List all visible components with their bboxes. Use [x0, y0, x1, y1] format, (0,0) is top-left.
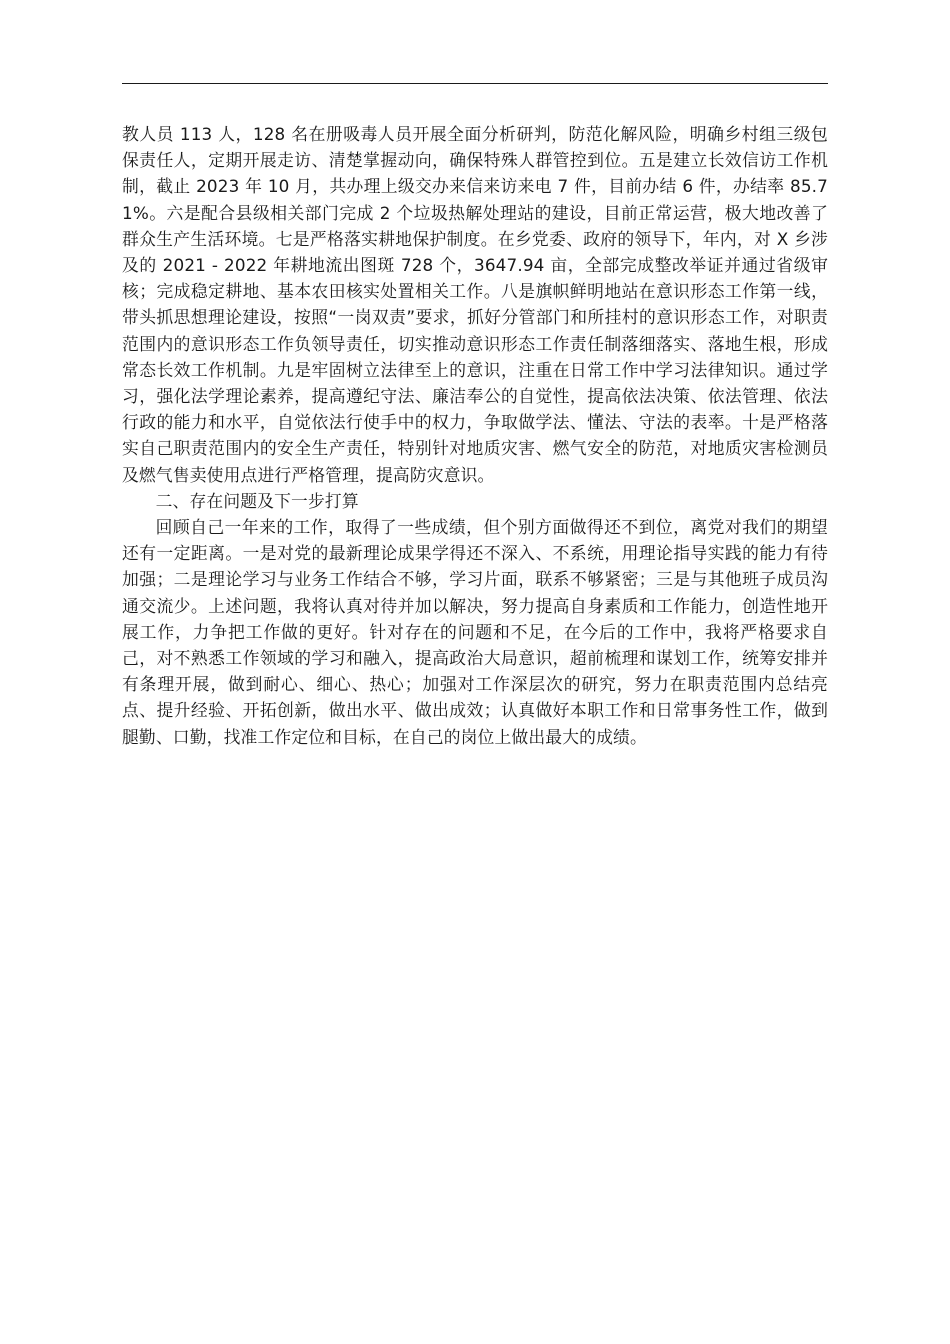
paragraph-continued: 教人员 113 人，128 名在册吸毒人员开展全面分析研判，防范化解风险，明确乡村组三级包保责任人，定期开展走访、清楚掌握动向，确保特殊人群管控到位。五是建立长效信访工作机制，截止 2023 年 10 月，共办理上级交办来信来访来电 7 件，目前办结 6 件，办结率 85.71%。六是配合县级相关部门完成 2 个垃圾热解处理站的建设，目前正常运营，极大地改善了群众生产生活环境。七是严格落实耕地保护制度。在乡党委、政府的领导下，年内，对 X 乡涉及的 2021 - 2022 年耕地流出图斑 728 个，3647.94 亩，全部完成整改举证并通过省级审核；完成稳定耕地、基本农田核实处置相关工作。八是旗帜鲜明地站在意识形态工作第一线，带头抓思想理论建设，按照“一岗双责”要求，抓好分管部门和所挂村的意识形态工作，对职责范围内的意识形态工作负领导责任，切实推动意识形态工作责任制落细落实、落地生根，形成常态长效工作机制。九是牢固树立法律至上的意识，注重在日常工作中学习法律知识。通过学习，强化法学理论素养，提高遵纪守法、廉洁奉公的自觉性，提高依法决策、依法管理、依法行政的能力和水平，自觉依法行使手中的权力，争取做学法、懂法、守法的表率。十是严格落实自己职责范围内的安全生产责任，特别针对地质灾害、燃气安全的防范，对地质灾害检测员及燃气售卖使用点进行严格管理，提高防灾意识。: [122, 124, 828, 485]
document-body: [122, 121, 828, 750]
header-rule: [122, 83, 828, 84]
paragraph-review: 回顾自己一年来的工作，取得了一些成绩，但个别方面做得还不到位，离党对我们的期望还有一定距离。一是对党的最新理论成果学得还不深入、不系统，用理论指导实践的能力有待加强；二是理论学习与业务工作结合不够，学习片面，联系不够紧密；三是与其他班子成员沟通交流少。上述问题，我将认真对待并加以解决，努力提高自身素质和工作能力，创造性地开展工作，力争把工作做的更好。针对存在的问题和不足，在今后的工作中，我将严格要求自己，对不熟悉工作领域的学习和融入，提高政治大局意识，超前梳理和谋划工作，统筹安排并有条理开展，做到耐心、细心、热心；加强对工作深层次的研究，努力在职责范围内总结亮点、提升经验、开拓创新，做出水平、做出成效；认真做好本职工作和日常事务性工作，做到腿勤、口勤，找准工作定位和目标，在自己的岗位上做出最大的成绩。: [122, 517, 828, 747]
section-heading: 二、存在问题及下一步打算: [155, 490, 359, 511]
